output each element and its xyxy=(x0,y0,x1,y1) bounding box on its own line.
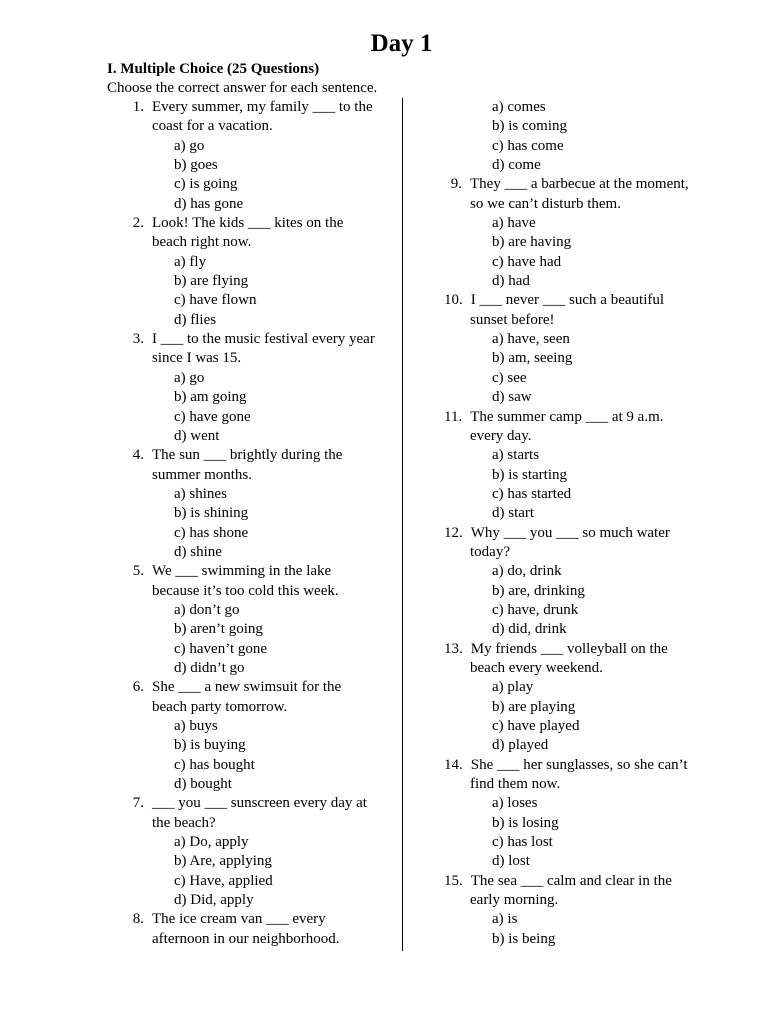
question xyxy=(126,446,394,562)
question-number xyxy=(126,466,144,485)
question-text: today? xyxy=(470,543,510,560)
question xyxy=(126,214,394,330)
question-stem-line xyxy=(126,678,394,697)
answer-option: d) lost xyxy=(492,853,530,870)
question-text: because it’s too cold this week. xyxy=(152,582,339,599)
question-stem-line xyxy=(126,814,394,833)
question-stem-line xyxy=(126,910,394,929)
answer-option: d) come xyxy=(492,157,541,174)
question xyxy=(444,291,712,407)
question-text: My friends ___ volleyball on the xyxy=(470,640,668,657)
answer-option: d) went xyxy=(174,427,220,444)
question-text: summer months. xyxy=(152,466,252,483)
answer-option: a) loses xyxy=(492,795,538,812)
question-text: coast for a vacation. xyxy=(152,118,273,135)
question-number: 14. xyxy=(444,756,463,773)
answer-option: a) fly xyxy=(174,253,207,270)
question-stem-line xyxy=(444,543,712,562)
answer-option: b) Are, applying xyxy=(174,853,272,870)
answer-option: c) has come xyxy=(492,137,564,154)
answer-option: d) played xyxy=(492,737,549,754)
answer-option: a) don’t go xyxy=(174,601,240,618)
question-text: the beach? xyxy=(152,814,216,831)
answer-option: d) Did, apply xyxy=(174,892,254,909)
question-text: since I was 15. xyxy=(152,350,242,367)
answer-option: c) see xyxy=(492,369,527,386)
question-stem-line xyxy=(444,775,712,794)
question-stem-line xyxy=(126,214,394,233)
question xyxy=(126,910,394,949)
question-stem-line xyxy=(126,233,394,252)
question-number: 7. xyxy=(132,795,144,812)
question-number xyxy=(126,814,144,833)
answer-option: c) haven’t gone xyxy=(174,640,268,657)
answer-option: a) have xyxy=(492,215,536,232)
question-text: The ice cream van ___ every xyxy=(152,911,326,928)
question-text: They ___ a barbecue at the moment, xyxy=(470,176,689,193)
question-stem-line xyxy=(444,640,712,659)
question xyxy=(444,175,712,291)
question-stem-line xyxy=(444,872,712,891)
question-number: 15. xyxy=(444,872,463,889)
question-stem-line xyxy=(126,930,394,949)
answer-option: a) shines xyxy=(174,485,227,502)
question xyxy=(126,330,394,446)
question-number xyxy=(126,349,144,368)
question-number: 8. xyxy=(132,911,144,928)
question-number xyxy=(126,698,144,717)
question xyxy=(444,756,712,872)
question-text: The sun ___ brightly during the xyxy=(152,447,343,464)
question xyxy=(126,794,394,910)
question-text: ___ you ___ sunscreen every day at xyxy=(152,795,367,812)
question-text: Why ___ you ___ so much water xyxy=(470,524,670,541)
question-text: She ___ a new swimsuit for the xyxy=(152,679,342,696)
question-stem-line xyxy=(444,408,712,427)
continued-options xyxy=(444,98,712,175)
question-stem-line xyxy=(444,311,712,330)
question-number: 4. xyxy=(132,447,144,464)
question-stem-line xyxy=(444,427,712,446)
section-heading: I. Multiple Choice (25 Questions) xyxy=(107,61,320,77)
question-number: 1. xyxy=(132,99,144,115)
answer-option: c) has bought xyxy=(174,756,255,773)
answer-option: b) is starting xyxy=(492,466,567,483)
question-number xyxy=(444,543,462,562)
question-number xyxy=(126,582,144,601)
answer-option: a) is xyxy=(492,911,518,928)
answer-option: a) play xyxy=(492,679,534,696)
answer-option: d) had xyxy=(492,273,530,290)
answer-option: b) is buying xyxy=(174,737,246,754)
answer-option: d) bought xyxy=(174,776,232,793)
question-stem-line xyxy=(126,446,394,465)
question-text: so we can’t disturb them. xyxy=(470,195,621,212)
answer-option: b) are playing xyxy=(492,698,576,715)
question-stem-line xyxy=(444,659,712,678)
question-text: I ___ never ___ such a beautiful xyxy=(470,292,665,309)
question-number: 11. xyxy=(444,408,463,425)
answer-option: d) has gone xyxy=(174,195,244,212)
question-number xyxy=(444,427,462,446)
answer-option: b) are flying xyxy=(174,273,249,290)
question-number: 6. xyxy=(132,679,144,696)
question-number xyxy=(444,891,462,910)
question-text: beach party tomorrow. xyxy=(152,698,288,715)
question-text: Look! The kids ___ kites on the xyxy=(152,215,344,232)
page-title: Day 1 xyxy=(370,30,433,57)
question xyxy=(444,408,712,524)
question-number: 5. xyxy=(132,563,144,580)
answer-option: a) do, drink xyxy=(492,563,562,580)
question-number xyxy=(126,233,144,252)
question-number: 12. xyxy=(444,524,463,541)
answer-option: c) is going xyxy=(174,176,238,193)
answer-option: a) go xyxy=(174,137,205,154)
answer-option: a) Do, apply xyxy=(174,834,249,851)
question xyxy=(126,98,394,214)
question xyxy=(126,562,394,678)
answer-option: a) buys xyxy=(174,718,218,734)
question-text: We ___ swimming in the lake xyxy=(152,563,332,580)
answer-option: c) have flown xyxy=(174,292,257,309)
answer-option: c) has started xyxy=(492,485,572,502)
answer-option: d) did, drink xyxy=(492,621,567,638)
question-text: Every summer, my family ___ to the xyxy=(152,99,373,115)
question-stem-line xyxy=(126,98,394,117)
question-number: 2. xyxy=(132,215,144,232)
answer-option: b) aren’t going xyxy=(174,621,263,638)
answer-option: d) start xyxy=(492,505,535,522)
question xyxy=(444,640,712,756)
answer-option: a) starts xyxy=(492,447,540,464)
answer-option: c) have played xyxy=(492,718,580,734)
answer-option: a) comes xyxy=(492,99,546,115)
answer-option: b) am going xyxy=(174,389,247,406)
question-stem-line xyxy=(444,195,712,214)
question xyxy=(444,872,712,949)
answer-option: c) have, drunk xyxy=(492,601,579,618)
question-stem-line xyxy=(126,466,394,485)
answer-option: c) have gone xyxy=(174,408,251,425)
answer-option: a) have, seen xyxy=(492,331,570,348)
question-stem-line xyxy=(126,698,394,717)
question-stem-line xyxy=(126,582,394,601)
answer-option: b) is losing xyxy=(492,814,559,831)
question-text: early morning. xyxy=(470,892,559,909)
answer-option: b) are, drinking xyxy=(492,582,585,599)
answer-option: d) didn’t go xyxy=(174,659,245,676)
question-text: The summer camp ___ at 9 a.m. xyxy=(470,408,664,425)
answer-option: b) is shining xyxy=(174,505,249,522)
question-text: find them now. xyxy=(470,776,561,793)
question-stem-line xyxy=(444,891,712,910)
instructions: Choose the correct answer for each sentence. xyxy=(107,80,378,96)
question-text: I ___ to the music festival every year xyxy=(152,331,375,348)
question-number xyxy=(444,775,462,794)
answer-option: c) has lost xyxy=(492,834,553,851)
question-number xyxy=(444,311,462,330)
question-stem-line xyxy=(126,330,394,349)
answer-option: d) saw xyxy=(492,389,532,406)
question-number xyxy=(126,117,144,136)
question-stem-line xyxy=(126,349,394,368)
question-text: beach every weekend. xyxy=(470,659,603,676)
question-text: The sea ___ calm and clear in the xyxy=(470,872,672,889)
right-column xyxy=(444,98,712,949)
question-text: sunset before! xyxy=(470,311,555,328)
answer-option: d) flies xyxy=(174,311,217,328)
question-number: 13. xyxy=(444,640,463,657)
question-number xyxy=(444,195,462,214)
question-text: beach right now. xyxy=(152,234,252,251)
question-stem-line xyxy=(126,117,394,136)
question-stem-line xyxy=(444,524,712,543)
answer-option: a) go xyxy=(174,369,205,386)
question-text: every day. xyxy=(470,427,532,444)
question-text: She ___ her sunglasses, so she can’t xyxy=(470,756,688,773)
answer-option: b) are having xyxy=(492,234,572,251)
question-number xyxy=(444,659,462,678)
left-column xyxy=(126,98,394,949)
question-number: 3. xyxy=(132,331,144,348)
answer-option: d) shine xyxy=(174,543,222,560)
answer-option: c) Have, applied xyxy=(174,872,273,889)
answer-option: c) have had xyxy=(492,253,562,270)
answer-option: b) goes xyxy=(174,157,218,174)
question-stem-line xyxy=(444,756,712,775)
answer-option: b) am, seeing xyxy=(492,350,573,367)
answer-option: b) is being xyxy=(492,930,556,947)
answer-option: c) has shone xyxy=(174,524,249,541)
question xyxy=(126,678,394,794)
question-number: 10. xyxy=(444,292,463,309)
column-divider xyxy=(402,98,403,951)
question-text: afternoon in our neighborhood. xyxy=(152,930,340,947)
question-stem-line xyxy=(444,175,712,194)
answer-option: b) is coming xyxy=(492,118,567,135)
question-stem-line xyxy=(444,291,712,310)
question-number: 9. xyxy=(450,176,462,193)
question-stem-line xyxy=(126,562,394,581)
question-number xyxy=(126,930,144,949)
question xyxy=(444,524,712,640)
question-stem-line xyxy=(126,794,394,813)
